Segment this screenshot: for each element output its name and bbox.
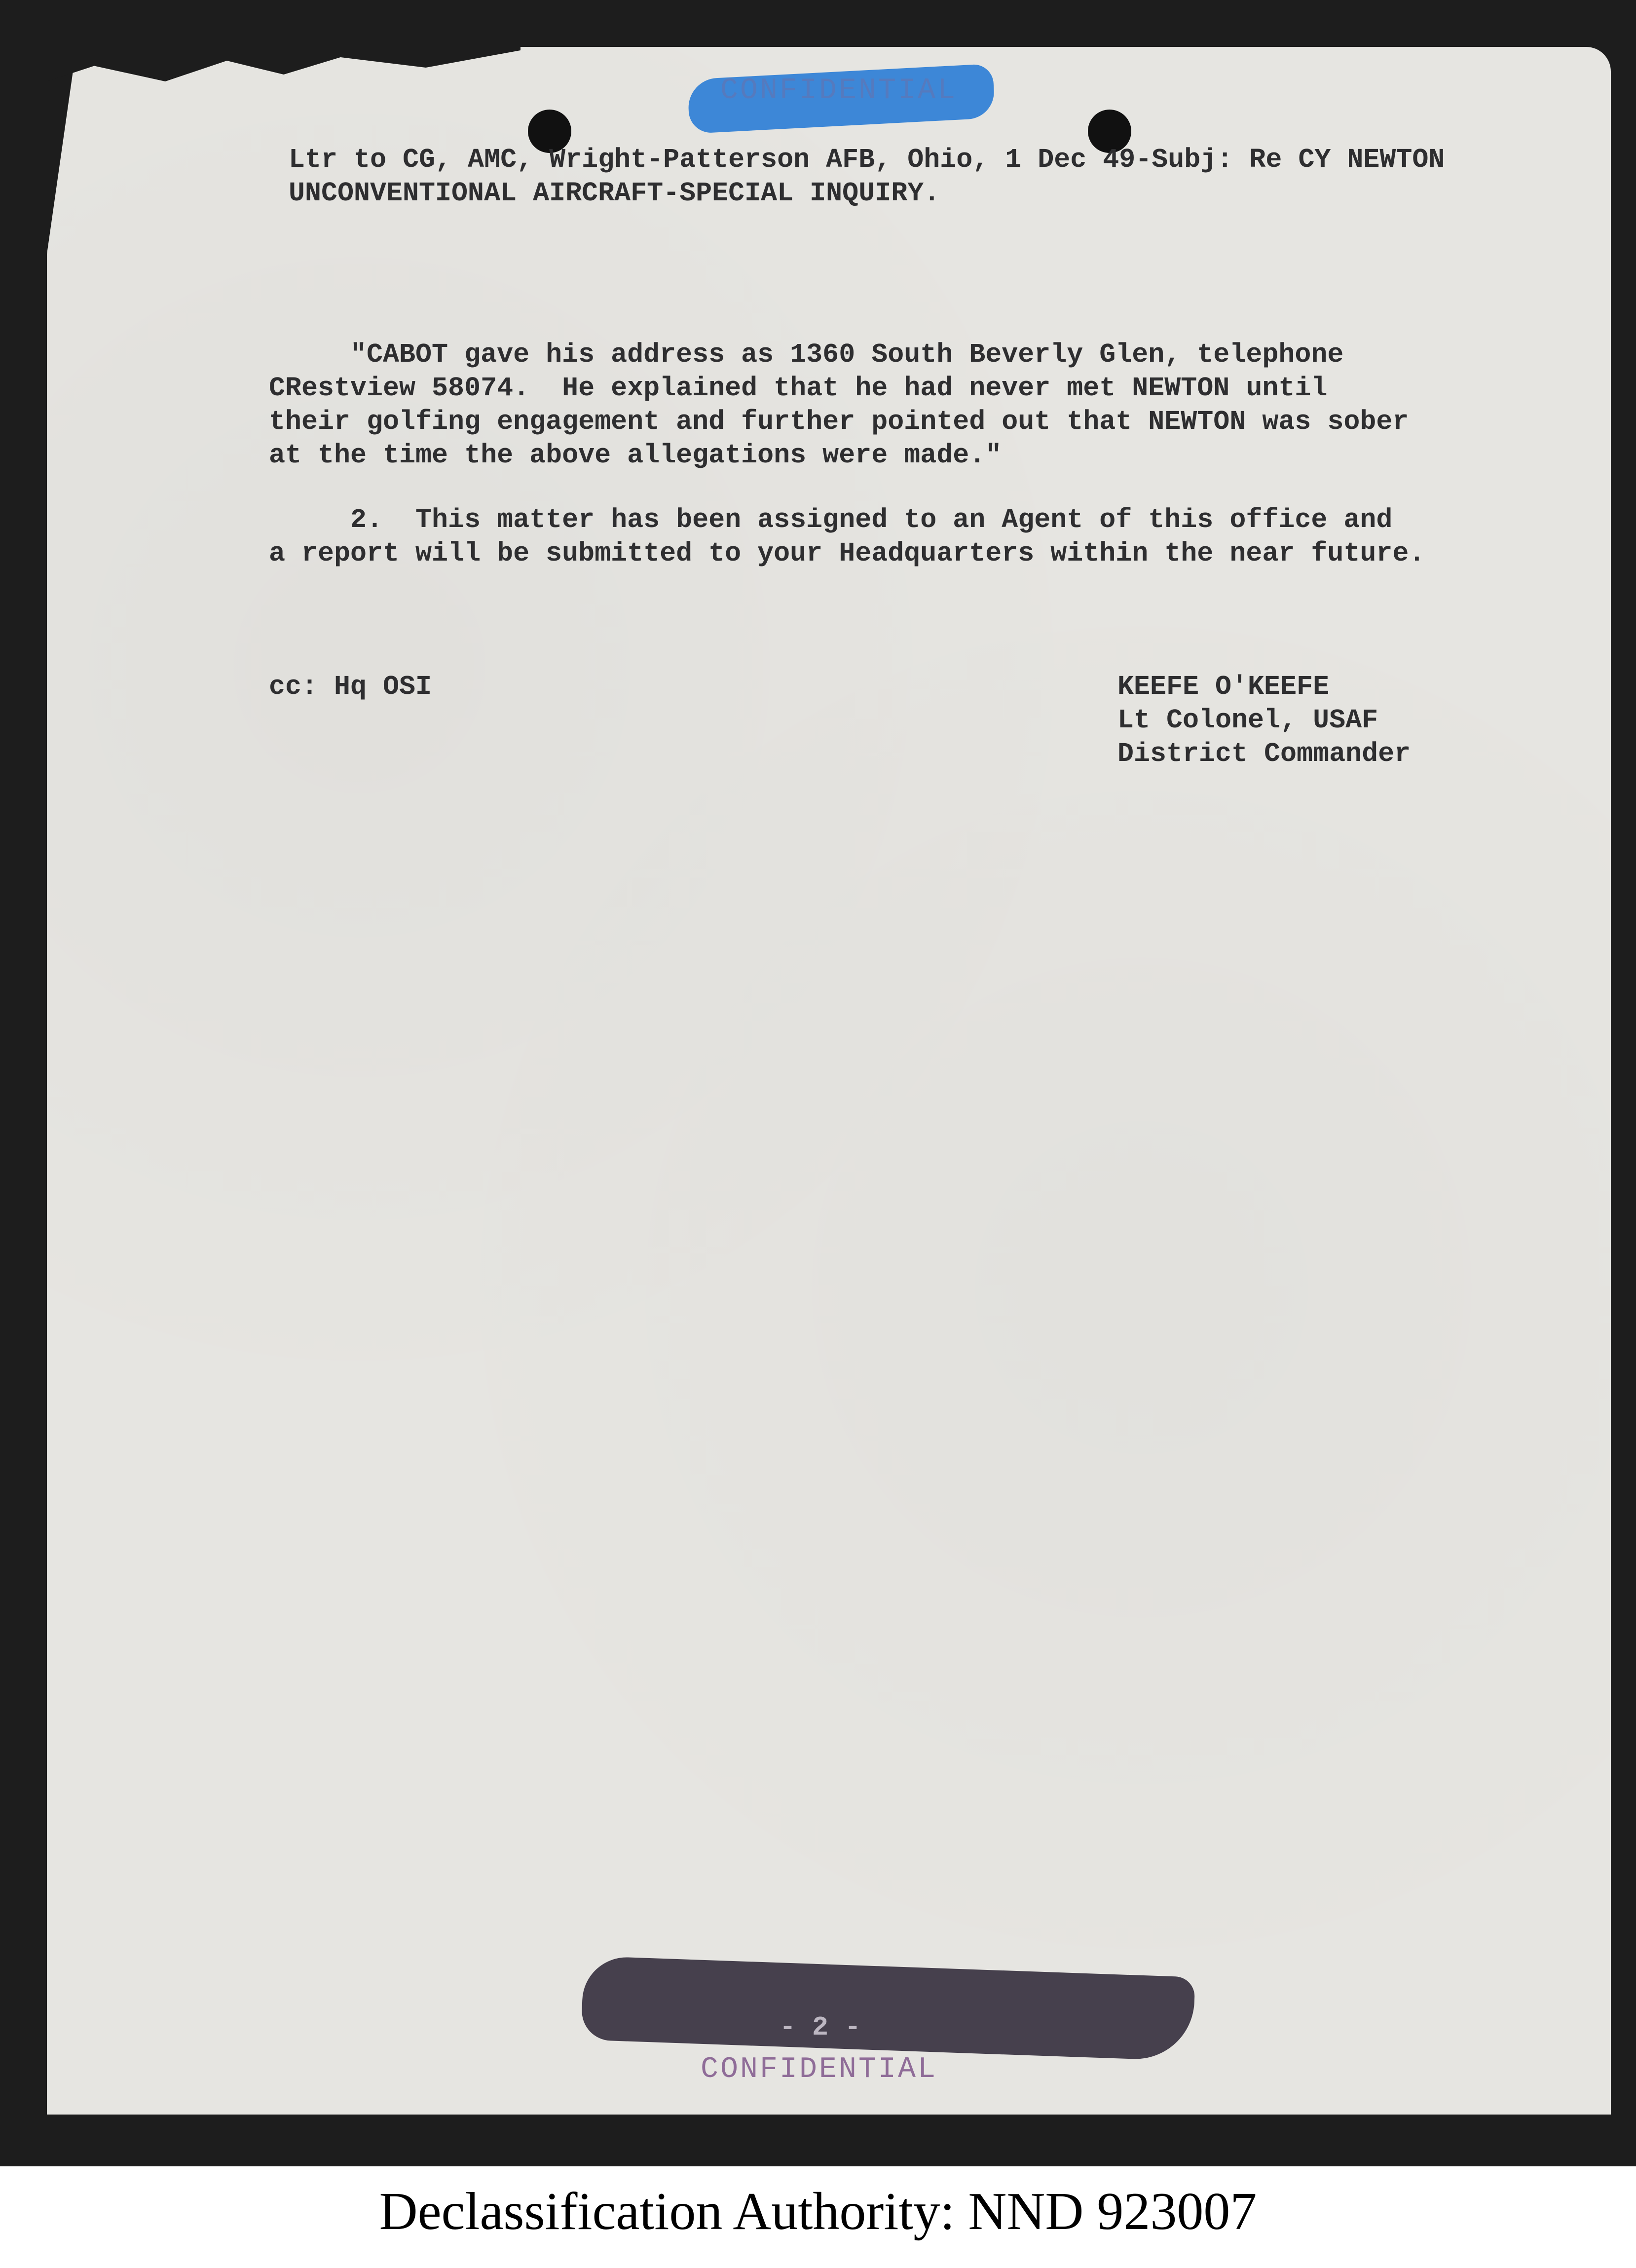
paragraph-1-line-3: their golfing engagement and further pointed out that NEWTON was sober <box>269 406 1409 437</box>
paragraph-1-line-4: at the time the above allegations were made." <box>269 440 1002 471</box>
paragraph-2-line-1: 2. This matter has been assigned to an Agent of this office and <box>269 504 1393 535</box>
paragraph-1-line-2: CRestview 58074. He explained that he had never met NEWTON until <box>269 373 1328 404</box>
classification-stamp-top: CONFIDENTIAL <box>720 74 958 108</box>
declassification-authority: Declassification Authority: NND 923007 <box>379 2182 1257 2241</box>
subject-line-2: UNCONVENTIONAL AIRCRAFT-SPECIAL INQUIRY. <box>289 178 940 209</box>
signer-rank: Lt Colonel, USAF <box>1117 705 1378 736</box>
signer-name: KEEFE O'KEEFE <box>1117 671 1330 702</box>
subject-line-1: Ltr to CG, AMC, Wright-Patterson AFB, Ohio, 1 Dec 49-Subj: Re CY NEWTON <box>289 144 1445 175</box>
page-number: - 2 - <box>780 2012 861 2043</box>
signer-title: District Commander <box>1117 738 1411 769</box>
paragraph-1-line-1: "CABOT gave his address as 1360 South Beverly Glen, telephone <box>269 339 1344 370</box>
cc-line: cc: Hq OSI <box>269 671 432 702</box>
paragraph-2-line-2: a report will be submitted to your Headquarters within the near future. <box>269 538 1425 569</box>
classification-stamp-bottom: CONFIDENTIAL <box>701 2053 938 2086</box>
